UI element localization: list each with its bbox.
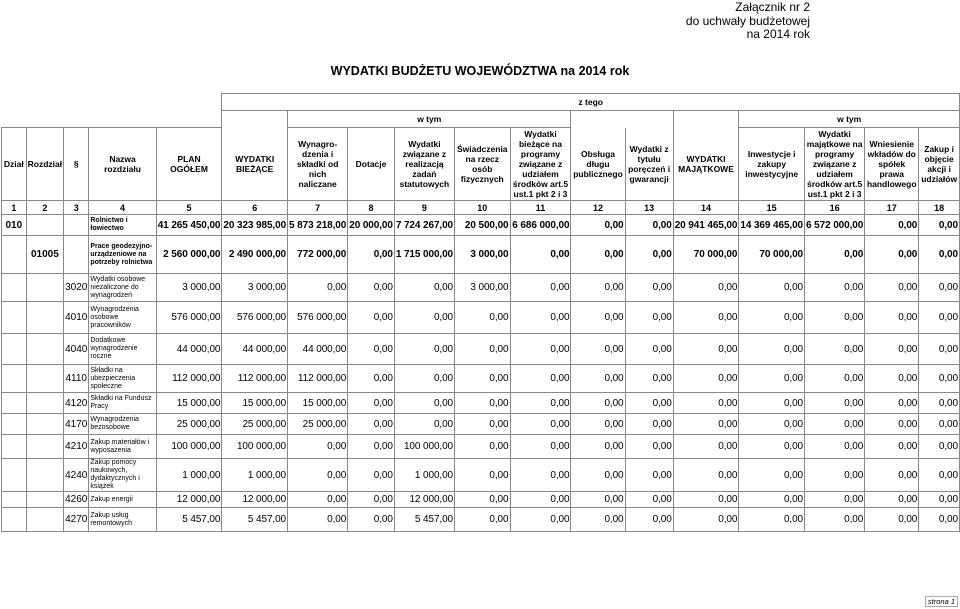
paragraf-code [64, 236, 89, 274]
amount-cell: 0,00 [865, 236, 919, 274]
row-name: Rolnictwo i łowiectwo [89, 215, 156, 236]
col-number: 14 [673, 201, 739, 215]
amount-cell: 0,00 [805, 459, 865, 492]
table-row [2, 334, 960, 365]
amount-cell: 0,00 [865, 302, 919, 334]
table-row [2, 414, 960, 435]
amount-cell: 2 490 000,00 [222, 236, 288, 274]
amount-cell: 0,00 [510, 274, 571, 302]
amount-cell: 0,00 [919, 236, 960, 274]
amount-cell: 0,00 [625, 215, 673, 236]
amount-cell: 112 000,00 [222, 365, 288, 393]
amount-cell: 0,00 [510, 393, 571, 414]
row-name: Zakup energii [89, 492, 156, 508]
amount-cell: 0,00 [805, 236, 865, 274]
col-number: 7 [288, 201, 348, 215]
amount-cell: 0,00 [919, 459, 960, 492]
amount-cell: 0,00 [288, 508, 348, 532]
rozdzial-code [26, 492, 63, 508]
table-row [2, 236, 960, 274]
amount-cell: 0,00 [571, 302, 625, 334]
amount-cell: 0,00 [865, 435, 919, 459]
col-header-biezace-programy: Wydatki bieżące na programy związane z udziałem środków art.5 ust.1 pkt 2 i 3 [510, 128, 571, 201]
amount-cell: 0,00 [865, 508, 919, 532]
col-header-biezace: WYDATKI BIEŻĄCE [222, 128, 288, 201]
col-header-wklady: Wniesienie wkładów do spółek prawa handlowego [865, 128, 919, 201]
amount-cell: 0,00 [919, 393, 960, 414]
amount-cell: 7 724 267,00 [394, 215, 454, 236]
amount-cell: 772 000,00 [288, 236, 348, 274]
attachment-line: do uchwały budżetowej [685, 13, 810, 28]
amount-cell: 0,00 [571, 393, 625, 414]
amount-cell: 0,00 [919, 508, 960, 532]
amount-cell: 0,00 [673, 414, 739, 435]
amount-cell: 12 000,00 [222, 492, 288, 508]
amount-cell: 0,00 [805, 365, 865, 393]
amount-cell: 0,00 [739, 414, 805, 435]
attachment-line: Załącznik nr 2 [735, 0, 810, 14]
dzial-code [2, 334, 27, 365]
amount-cell: 0,00 [348, 414, 395, 435]
amount-cell: 0,00 [673, 302, 739, 334]
amount-cell: 15 000,00 [222, 393, 288, 414]
amount-cell: 0,00 [571, 236, 625, 274]
col-number: 4 [89, 201, 156, 215]
amount-cell: 0,00 [348, 508, 395, 532]
paragraf-code: 4010 [64, 302, 89, 334]
row-name: Wydatki osobowe niezaliczone do wynagrodzeń [89, 274, 156, 302]
amount-cell: 3 000,00 [222, 274, 288, 302]
paragraf-code: 4210 [64, 435, 89, 459]
amount-cell: 0,00 [455, 302, 510, 334]
col-header-majatkowe: WYDATKI MAJĄTKOWE [673, 128, 739, 201]
rozdzial-code [26, 365, 63, 393]
amount-cell: 0,00 [625, 508, 673, 532]
amount-cell: 1 000,00 [222, 459, 288, 492]
amount-cell: 41 265 450,00 [156, 215, 222, 236]
dzial-code [2, 492, 27, 508]
rozdzial-code [26, 215, 63, 236]
amount-cell: 0,00 [865, 492, 919, 508]
amount-cell: 0,00 [919, 274, 960, 302]
amount-cell: 0,00 [510, 334, 571, 365]
row-name: Prace geodezyjno-urządzeniowe na potrzeby rolnictwa [89, 236, 156, 274]
amount-cell: 1 715 000,00 [394, 236, 454, 274]
amount-cell: 0,00 [394, 365, 454, 393]
amount-cell: 0,00 [805, 393, 865, 414]
col-number: 9 [394, 201, 454, 215]
amount-cell: 20 323 985,00 [222, 215, 288, 236]
amount-cell: 0,00 [673, 334, 739, 365]
amount-cell: 0,00 [739, 393, 805, 414]
amount-cell: 0,00 [394, 274, 454, 302]
dzial-code [2, 435, 27, 459]
amount-cell: 0,00 [288, 492, 348, 508]
amount-cell: 0,00 [739, 365, 805, 393]
amount-cell: 0,00 [510, 365, 571, 393]
amount-cell: 0,00 [625, 459, 673, 492]
amount-cell: 0,00 [625, 414, 673, 435]
amount-cell: 576 000,00 [222, 302, 288, 334]
amount-cell: 20 000,00 [348, 215, 395, 236]
amount-cell: 0,00 [394, 414, 454, 435]
amount-cell: 0,00 [394, 302, 454, 334]
amount-cell: 0,00 [571, 435, 625, 459]
amount-cell: 0,00 [739, 508, 805, 532]
rozdzial-code [26, 435, 63, 459]
amount-cell: 0,00 [571, 274, 625, 302]
amount-cell: 0,00 [673, 365, 739, 393]
col-number: 15 [739, 201, 805, 215]
amount-cell: 70 000,00 [673, 236, 739, 274]
col-header-dzial: Dział [2, 128, 27, 201]
amount-cell: 20 941 465,00 [673, 215, 739, 236]
paragraf-code: 4170 [64, 414, 89, 435]
amount-cell: 0,00 [919, 492, 960, 508]
dzial-code [2, 365, 27, 393]
amount-cell: 0,00 [919, 435, 960, 459]
amount-cell: 5 457,00 [156, 508, 222, 532]
row-name: Zakup usług remontowych [89, 508, 156, 532]
amount-cell: 0,00 [865, 365, 919, 393]
amount-cell: 576 000,00 [156, 302, 222, 334]
amount-cell: 0,00 [673, 393, 739, 414]
amount-cell: 25 000,00 [156, 414, 222, 435]
amount-cell: 0,00 [288, 274, 348, 302]
amount-cell: 0,00 [625, 435, 673, 459]
amount-cell: 44 000,00 [288, 334, 348, 365]
col-header-statutowe: Wydatki związane z realizacją zadań statutowych [394, 128, 454, 201]
amount-cell: 0,00 [625, 302, 673, 334]
amount-cell: 112 000,00 [156, 365, 222, 393]
page-number: strona 1 [925, 596, 958, 607]
dzial-code [2, 459, 27, 492]
amount-cell: 0,00 [805, 274, 865, 302]
amount-cell: 0,00 [673, 274, 739, 302]
amount-cell: 12 000,00 [156, 492, 222, 508]
amount-cell: 0,00 [625, 393, 673, 414]
amount-cell: 0,00 [673, 492, 739, 508]
amount-cell: 0,00 [455, 508, 510, 532]
paragraf-code: 4110 [64, 365, 89, 393]
amount-cell: 0,00 [455, 414, 510, 435]
amount-cell: 0,00 [510, 435, 571, 459]
amount-cell: 0,00 [455, 334, 510, 365]
dzial-code [2, 414, 27, 435]
col-header-nazwa: Nazwa rozdziału [89, 128, 156, 201]
amount-cell: 0,00 [625, 334, 673, 365]
row-name: Składki na ubezpieczenia społeczne [89, 365, 156, 393]
amount-cell: 0,00 [571, 334, 625, 365]
dzial-code [2, 274, 27, 302]
amount-cell: 3 000,00 [455, 236, 510, 274]
amount-cell: 5 457,00 [394, 508, 454, 532]
amount-cell: 0,00 [625, 365, 673, 393]
col-number: 1 [2, 201, 27, 215]
amount-cell: 0,00 [510, 508, 571, 532]
table-row [2, 365, 960, 393]
col-header-poreczenia: Wydatki z tytułu poręczeń i gwarancji [625, 128, 673, 201]
row-name: Składki na Fundusz Pracy [89, 393, 156, 414]
amount-cell: 12 000,00 [394, 492, 454, 508]
rozdzial-code [26, 302, 63, 334]
amount-cell: 44 000,00 [156, 334, 222, 365]
amount-cell: 0,00 [288, 459, 348, 492]
amount-cell: 0,00 [455, 435, 510, 459]
rozdzial-code [26, 459, 63, 492]
amount-cell: 0,00 [673, 459, 739, 492]
amount-cell: 0,00 [739, 274, 805, 302]
paragraf-code: 4260 [64, 492, 89, 508]
col-number: 11 [510, 201, 571, 215]
dzial-code [2, 236, 27, 274]
amount-cell: 0,00 [348, 302, 395, 334]
amount-cell: 0,00 [510, 302, 571, 334]
col-number: 3 [64, 201, 89, 215]
amount-cell: 3 000,00 [156, 274, 222, 302]
col-number: 5 [156, 201, 222, 215]
amount-cell: 576 000,00 [288, 302, 348, 334]
amount-cell: 0,00 [865, 459, 919, 492]
dzial-code [2, 302, 27, 334]
amount-cell: 0,00 [348, 459, 395, 492]
row-name: Zakup pomocy naukowych, dydaktycznych i książek [89, 459, 156, 492]
amount-cell: 0,00 [348, 334, 395, 365]
table-row [2, 508, 960, 532]
col-header-swiadczenia: Świadczenia na rzecz osób fizycznych [455, 128, 510, 201]
amount-cell: 5 873 218,00 [288, 215, 348, 236]
paragraf-code: 4040 [64, 334, 89, 365]
dzial-code: 010 [2, 215, 27, 236]
group-w-tym-current: w tym [288, 111, 571, 128]
amount-cell: 0,00 [739, 435, 805, 459]
col-number: 17 [865, 201, 919, 215]
table-row [2, 274, 960, 302]
amount-cell: 0,00 [510, 492, 571, 508]
row-name: Zakup materiałów i wyposażenia [89, 435, 156, 459]
group-w-tym-capital: w tym [739, 111, 960, 128]
amount-cell: 0,00 [348, 435, 395, 459]
amount-cell: 1 000,00 [394, 459, 454, 492]
amount-cell: 25 000,00 [222, 414, 288, 435]
amount-cell: 100 000,00 [394, 435, 454, 459]
amount-cell: 0,00 [865, 274, 919, 302]
row-name: Wynagrodzenia osobowe pracowników [89, 302, 156, 334]
col-number: 6 [222, 201, 288, 215]
amount-cell: 0,00 [739, 334, 805, 365]
amount-cell: 0,00 [288, 435, 348, 459]
amount-cell: 100 000,00 [222, 435, 288, 459]
amount-cell: 14 369 465,00 [739, 215, 805, 236]
col-header-akcje: Zakup i objęcie akcji i udziałów [919, 128, 960, 201]
rozdzial-code: 01005 [26, 236, 63, 274]
amount-cell: 0,00 [348, 393, 395, 414]
amount-cell: 0,00 [805, 435, 865, 459]
amount-cell: 112 000,00 [288, 365, 348, 393]
amount-cell: 0,00 [625, 236, 673, 274]
amount-cell: 5 457,00 [222, 508, 288, 532]
col-header-paragraf: § [64, 128, 89, 201]
amount-cell: 3 000,00 [455, 274, 510, 302]
document-title: WYDATKI BUDŻETU WOJEWÓDZTWA na 2014 rok [330, 64, 630, 78]
amount-cell: 0,00 [805, 302, 865, 334]
amount-cell: 0,00 [805, 492, 865, 508]
row-name: Dodatkowe wynagrodzenie roczne [89, 334, 156, 365]
amount-cell: 15 000,00 [288, 393, 348, 414]
amount-cell: 0,00 [571, 459, 625, 492]
paragraf-code [64, 215, 89, 236]
amount-cell: 0,00 [571, 365, 625, 393]
amount-cell: 0,00 [673, 508, 739, 532]
amount-cell: 0,00 [919, 215, 960, 236]
amount-cell: 0,00 [394, 334, 454, 365]
amount-cell: 0,00 [739, 492, 805, 508]
col-number: 8 [348, 201, 395, 215]
amount-cell: 0,00 [919, 334, 960, 365]
col-header-rozdzial: Rozdział [26, 128, 63, 201]
amount-cell: 0,00 [455, 492, 510, 508]
amount-cell: 15 000,00 [156, 393, 222, 414]
amount-cell: 44 000,00 [222, 334, 288, 365]
col-number: 12 [571, 201, 625, 215]
col-number: 2 [26, 201, 63, 215]
amount-cell: 0,00 [919, 302, 960, 334]
amount-cell: 0,00 [510, 414, 571, 435]
row-name: Wynagrodzenia bezosobowe [89, 414, 156, 435]
col-header-plan: PLAN OGÓŁEM [156, 128, 222, 201]
paragraf-code: 4240 [64, 459, 89, 492]
paragraf-code: 3020 [64, 274, 89, 302]
col-header-inwestycje: Inwestycje i zakupy inwestycyjne [739, 128, 805, 201]
rozdzial-code [26, 334, 63, 365]
amount-cell: 0,00 [455, 365, 510, 393]
amount-cell: 0,00 [510, 459, 571, 492]
amount-cell: 0,00 [348, 236, 395, 274]
column-number-row [2, 201, 960, 215]
table-row [2, 459, 960, 492]
col-number: 10 [455, 201, 510, 215]
amount-cell: 0,00 [455, 393, 510, 414]
amount-cell: 0,00 [625, 274, 673, 302]
paragraf-code: 4270 [64, 508, 89, 532]
rozdzial-code [26, 508, 63, 532]
amount-cell: 0,00 [865, 393, 919, 414]
amount-cell: 0,00 [394, 393, 454, 414]
amount-cell: 0,00 [919, 414, 960, 435]
dzial-code [2, 508, 27, 532]
table-row [2, 435, 960, 459]
amount-cell: 0,00 [865, 215, 919, 236]
col-number: 18 [919, 201, 960, 215]
amount-cell: 6 686 000,00 [510, 215, 571, 236]
table-row [2, 215, 960, 236]
amount-cell: 0,00 [739, 459, 805, 492]
col-header-majatkowe-programy: Wydatki majątkowe na programy związane z udziałem środków art.5 ust.1 pkt 2 i 3 [805, 128, 865, 201]
table-row [2, 492, 960, 508]
budget-table [1, 93, 960, 532]
group-z-tego: z tego [222, 94, 960, 111]
dzial-code [2, 393, 27, 414]
amount-cell: 0,00 [625, 492, 673, 508]
amount-cell: 0,00 [805, 414, 865, 435]
amount-cell: 2 560 000,00 [156, 236, 222, 274]
table-row [2, 302, 960, 334]
amount-cell: 25 000,00 [288, 414, 348, 435]
amount-cell: 0,00 [348, 365, 395, 393]
col-header-wynagrodzenia: Wynagro-dzenia i składki od nich naliczane [288, 128, 348, 201]
amount-cell: 0,00 [455, 459, 510, 492]
amount-cell: 100 000,00 [156, 435, 222, 459]
col-number: 13 [625, 201, 673, 215]
rozdzial-code [26, 414, 63, 435]
amount-cell: 0,00 [510, 236, 571, 274]
amount-cell: 0,00 [571, 414, 625, 435]
attachment-note [686, 1, 810, 42]
paragraf-code: 4120 [64, 393, 89, 414]
amount-cell: 0,00 [805, 508, 865, 532]
attachment-line: na 2014 rok [746, 27, 810, 41]
amount-cell: 0,00 [919, 365, 960, 393]
amount-cell: 0,00 [865, 334, 919, 365]
amount-cell: 0,00 [571, 508, 625, 532]
amount-cell: 6 572 000,00 [805, 215, 865, 236]
amount-cell: 0,00 [348, 274, 395, 302]
amount-cell: 20 500,00 [455, 215, 510, 236]
amount-cell: 0,00 [673, 435, 739, 459]
amount-cell: 0,00 [805, 334, 865, 365]
rozdzial-code [26, 393, 63, 414]
rozdzial-code [26, 274, 63, 302]
col-header-obsluga-dlugu: Obsługa długu publicznego [571, 128, 625, 201]
amount-cell: 70 000,00 [739, 236, 805, 274]
col-number: 16 [805, 201, 865, 215]
col-header-dotacje: Dotacje [348, 128, 395, 201]
amount-cell: 0,00 [571, 215, 625, 236]
amount-cell: 0,00 [739, 302, 805, 334]
amount-cell: 0,00 [865, 414, 919, 435]
table-row [2, 393, 960, 414]
amount-cell: 0,00 [571, 492, 625, 508]
amount-cell: 1 000,00 [156, 459, 222, 492]
amount-cell: 0,00 [348, 492, 395, 508]
